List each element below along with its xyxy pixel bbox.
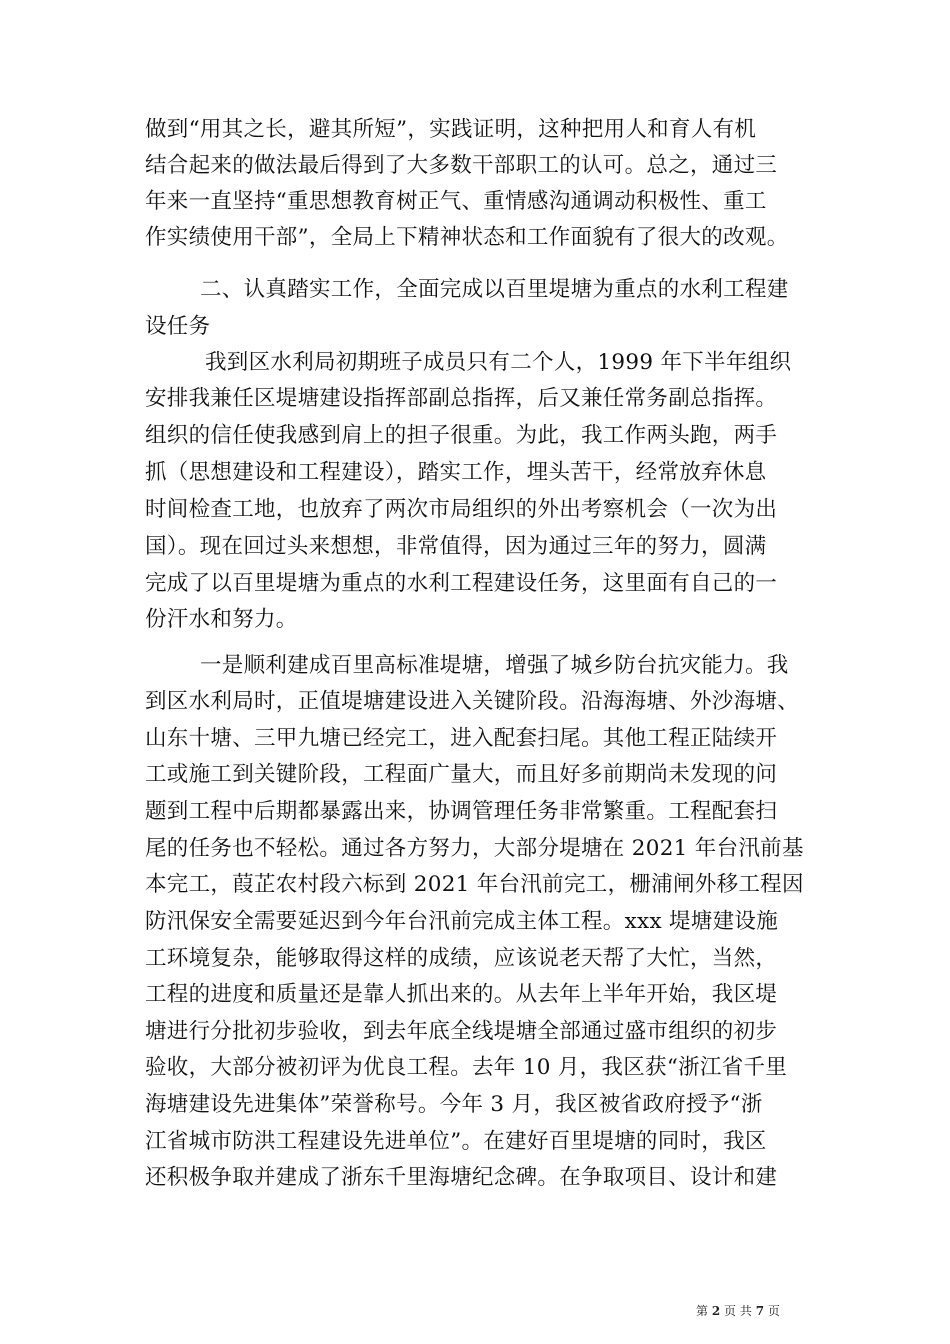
text-line: 到区水利局时，正值堤塘建设进入关键阶段。沿海海塘、外沙海塘、	[145, 689, 800, 714]
text-line: 时间检查工地，也放弃了两次市局组织的外出考察机会（一次为出	[145, 497, 778, 522]
text-line: 完成了以百里堤塘为重点的水利工程建设任务，这里面有自己的一	[145, 571, 778, 596]
text-line: 还积极争取并建成了浙东千里海塘纪念碑。在争取项目、设计和建	[145, 1165, 778, 1190]
text-line: 防汛保安全需要延迟到今年台汛前完成主体工程。xxx 堤塘建设施	[145, 909, 779, 934]
text-line: 题到工程中后期都暴露出来，协调管理任务非常繁重。工程配套扫	[145, 799, 778, 824]
footer-middle: 页 共	[724, 1304, 752, 1318]
text-line: 验收，大部分被初评为优良工程。去年 10 月，我区获“浙江省千里	[145, 1055, 788, 1080]
text-line: 安排我兼任区堤塘建设指挥部副总指挥，后又兼任常务副总指挥。	[145, 386, 778, 411]
text-line: 山东十塘、三甲九塘已经完工，进入配套扫尾。其他工程正陆续开	[145, 726, 778, 751]
text-line: 本完工，葭芷农村段六标到 2021 年台汛前完工，栅浦闸外移工程因	[145, 872, 804, 897]
text-line: 做到“用其之长，避其所短”，实践证明，这种把用人和育人有机	[145, 117, 757, 142]
text-line: 份汗水和努力。	[145, 607, 298, 632]
page-footer	[696, 1303, 780, 1319]
text-line: 江省城市防洪工程建设先进单位”。在建好百里堤塘的同时，我区	[145, 1129, 767, 1154]
text-line: 结合起来的做法最后得到了大多数干部职工的认可。总之，通过三	[145, 153, 778, 178]
footer-suffix: 页	[767, 1304, 780, 1318]
text-line: 工环境复杂，能够取得这样的成绩，应该说老天帮了大忙，当然，	[145, 946, 778, 971]
text-line: 工程的进度和质量还是靠人抓出来的。从去年上半年开始，我区堤	[145, 982, 778, 1007]
text-line: 抓（思想建设和工程建设），踏实工作，埋头苦干，经常放弃休息	[145, 460, 767, 485]
text-line: 国）。现在回过头来想想，非常值得，因为通过三年的努力，圆满	[145, 534, 767, 559]
section-heading-line: 二、认真踏实工作，全面完成以百里堤塘为重点的水利工程建	[200, 277, 789, 302]
text-line: 年来一直坚持“重思想教育树正气、重情感沟通调动积极性、重工	[145, 189, 767, 214]
text-line: 塘进行分批初步验收，到去年底全线堤塘全部通过盛市组织的初步	[145, 1019, 778, 1044]
footer-prefix: 第	[696, 1304, 709, 1318]
text-line: 尾的任务也不轻松。通过各方努力，大部分堤塘在 2021 年台汛前基	[145, 836, 804, 861]
text-line: 海塘建设先进集体”荣誉称号。今年 3 月，我区被省政府授予“浙	[145, 1092, 763, 1117]
text-line: 工或施工到关键阶段，工程面广量大，而且好多前期尚未发现的问	[145, 762, 778, 787]
text-line: 我到区水利局初期班子成员只有二个人，1999 年下半年组织	[205, 350, 792, 375]
footer-total-pages: 7	[755, 1304, 765, 1318]
section-heading-line: 设任务	[145, 314, 211, 339]
text-line: 作实绩使用干部”，全局上下精神状态和工作面貌有了很大的改观。	[145, 225, 789, 250]
text-line: 组织的信任使我感到肩上的担子很重。为此，我工作两头跑，两手	[145, 423, 778, 448]
text-line: 一是顺利建成百里高标准堤塘，增强了城乡防台抗灾能力。我	[200, 653, 789, 678]
footer-current-page: 2	[711, 1304, 721, 1318]
